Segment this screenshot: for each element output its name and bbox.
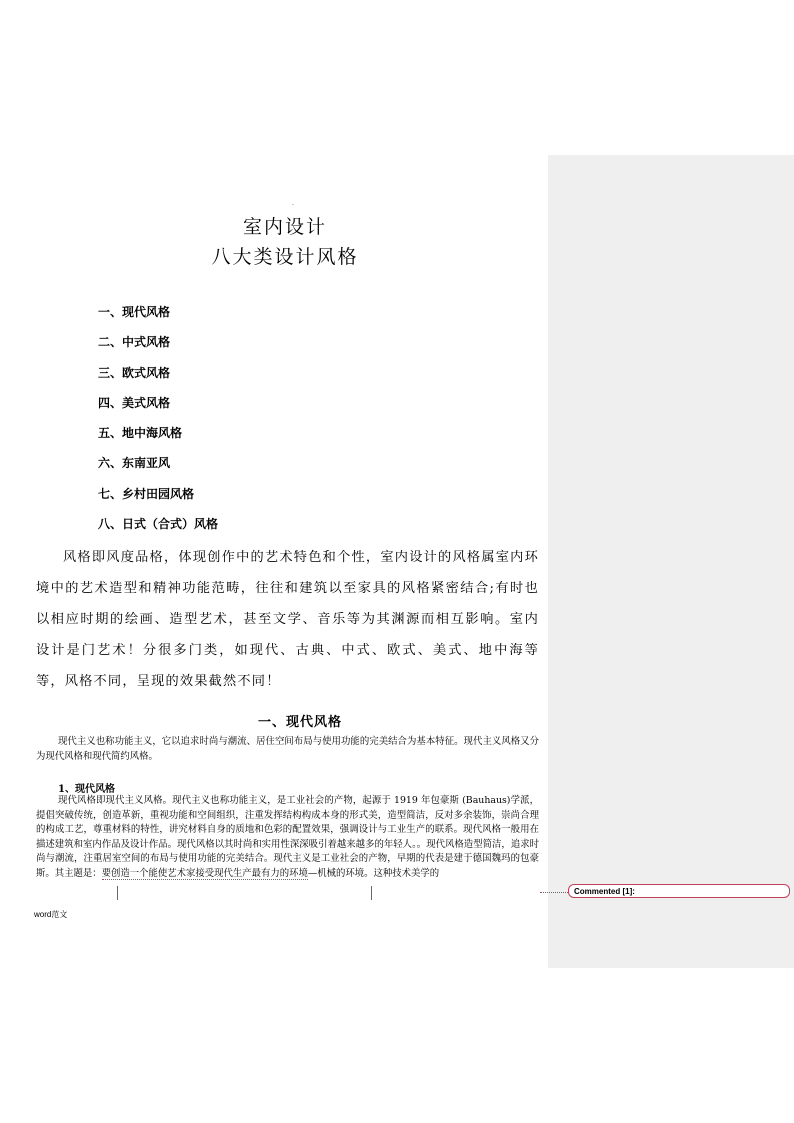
toc-item: 二、中式风格 bbox=[98, 335, 171, 350]
toc-item: 六、东南亚风 bbox=[98, 456, 171, 471]
toc-item: 五、地中海风格 bbox=[98, 426, 183, 441]
comment-balloon[interactable] bbox=[568, 884, 790, 898]
comment-label: Commented [1]: bbox=[574, 887, 635, 896]
intro-paragraph: 风格即风度品格，体现创作中的艺术特色和个性，室内设计的风格属室内环境中的艺术造型和精神功能范畴，往往和建筑以至家具的风格紧密结合;有时也以相应时期的绘画、造型艺术，甚至文学、音乐等为其渊源而相互影响。室内设计是门艺术！分很多门类，如现代、古典、中式、欧式、美式、地中海等等，风格不同，呈现的效果截然不同！ bbox=[36, 550, 539, 689]
document-title: 室内设计 bbox=[242, 216, 327, 238]
section-paragraph-2 bbox=[36, 794, 539, 882]
paragraph-text-tail: —机械的环境。这种技术美学的 bbox=[307, 867, 440, 879]
comments-pane bbox=[548, 155, 794, 968]
document-subtitle: 八大类设计风格 bbox=[211, 246, 359, 268]
section-heading: 一、现代风格 bbox=[257, 715, 342, 730]
toc-item: 四、美式风格 bbox=[98, 395, 171, 410]
comment-connector bbox=[540, 892, 570, 893]
page-dot: · bbox=[292, 202, 294, 209]
comment-anchor-end bbox=[371, 886, 372, 900]
comment-anchor-start bbox=[117, 886, 118, 900]
paragraph-text: 现代风格即现代主义风格。现代主义也称功能主义，是工业社会的产物，起源于 1919 年包豪斯 (Bauhaus)学派，提倡突破传统，创造革新，重视功能和空间组织，注重发挥结构构成本身的形式美，造型简洁，反对多余装饰，崇尚合理的构成工艺，尊重材料的特性，讲究材料自身的质地和色彩的配置效果，强调设计与工业生产的联系。现代风格一般用在描述建筑和室内作品及设计作品。现代风格以其时尚和实用性深深吸引着越来越多的年轻人。。现代风格造型简洁，追求时尚与潮流，注重居室空间的布局与使用功能的完美结合。现代主义是工业社会的产物，早期的代表是建于德国魏玛的包豪斯。其主题是： bbox=[36, 795, 539, 879]
toc-item: 七、乡村田园风格 bbox=[98, 486, 195, 501]
subsection-heading: 1、现代风格 bbox=[58, 784, 115, 795]
page-footer: word范文 bbox=[34, 910, 68, 919]
commented-text[interactable]: 要创造一个能使艺术家接受现代生产最有力的环境 bbox=[101, 867, 308, 879]
toc-item: 一、现代风格 bbox=[98, 305, 171, 319]
toc-item: 八、日式（合式）风格 bbox=[98, 517, 219, 532]
table-of-contents bbox=[98, 303, 218, 545]
toc-item: 三、欧式风格 bbox=[98, 365, 171, 380]
section-paragraph: 现代主义也称功能主义，它以追求时尚与潮流、居住空间布局与使用功能的完美结合为基本特征。现代主义风格又分为现代风格和现代简约风格。 bbox=[36, 736, 539, 762]
